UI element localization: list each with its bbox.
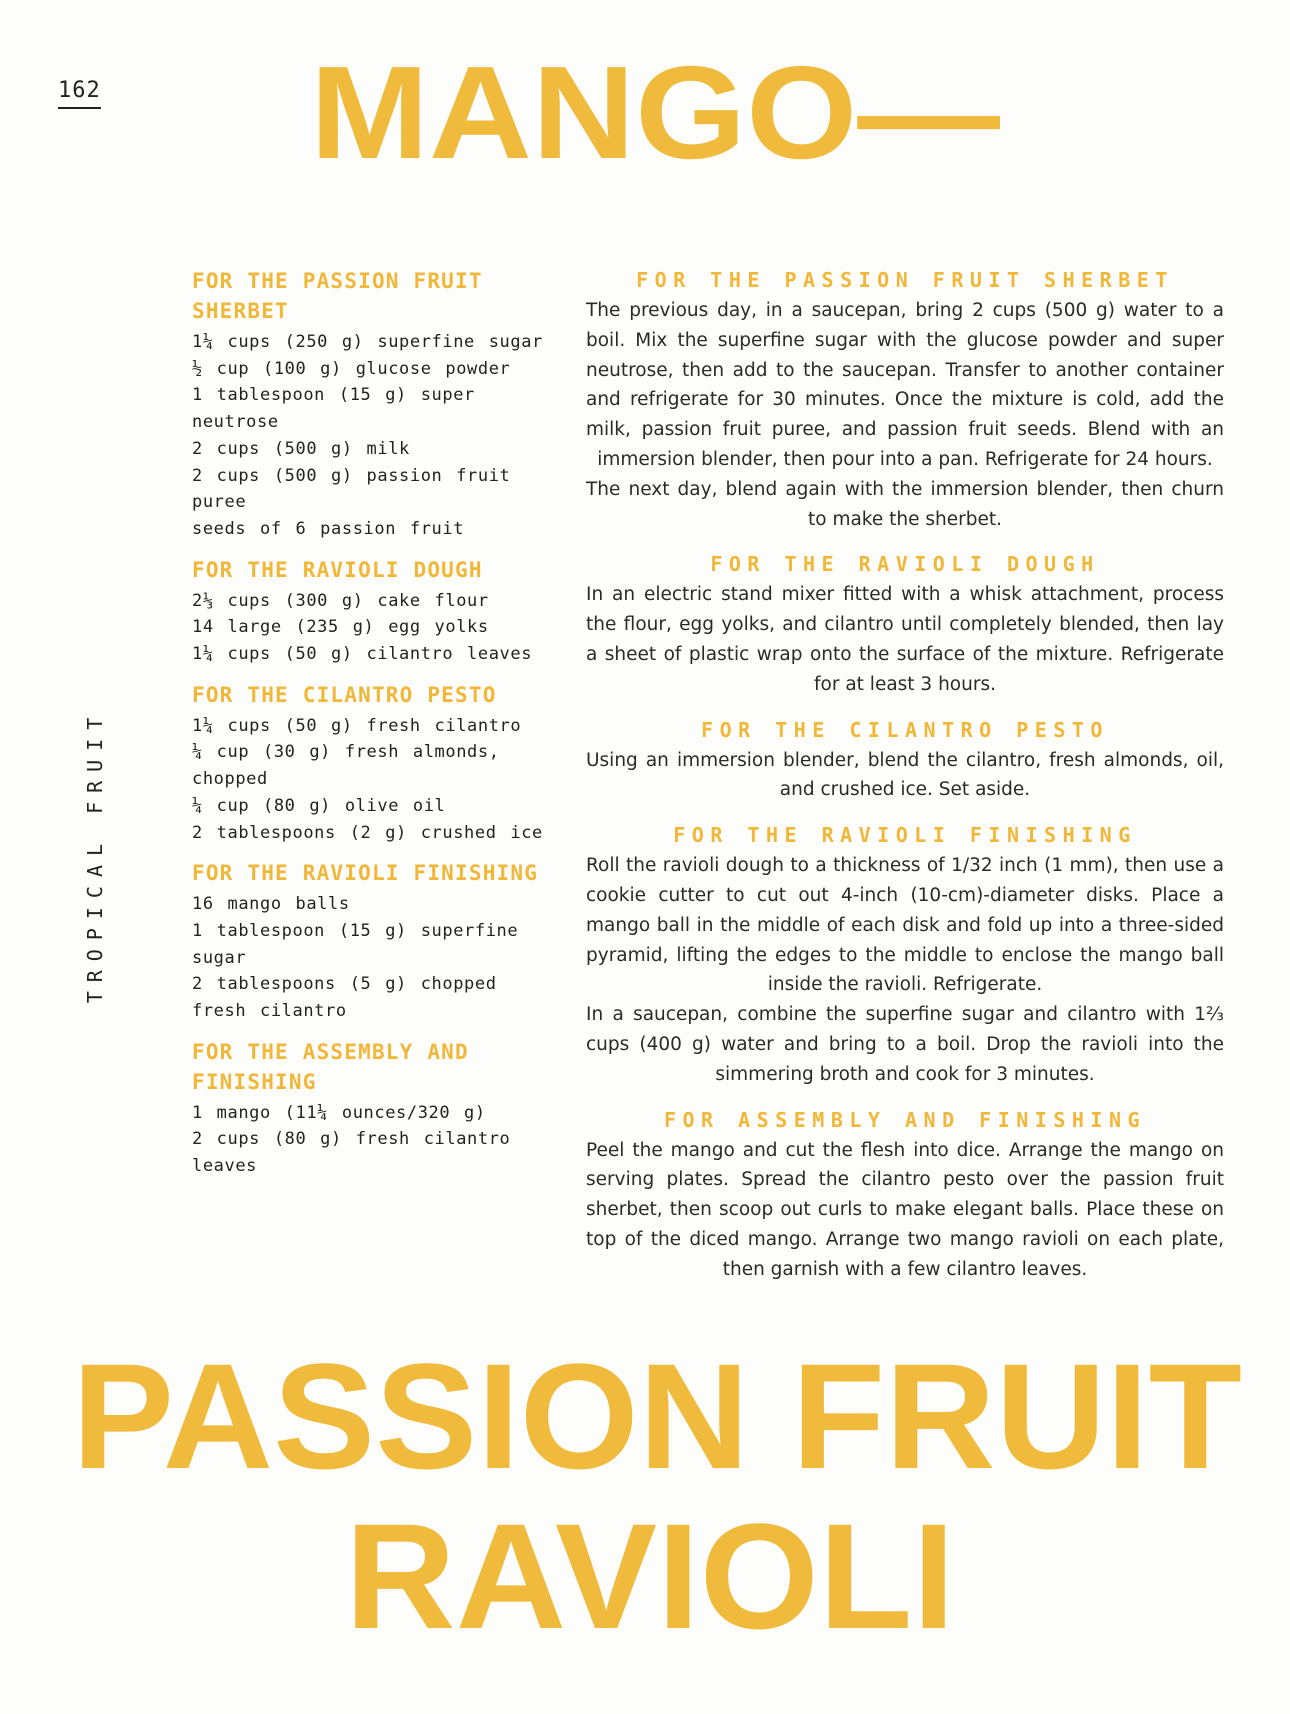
- ingredient-item: seeds of 6 passion fruit: [192, 518, 465, 539]
- title-top-text: MANGO—: [310, 39, 1000, 180]
- method-section: [586, 821, 1224, 1089]
- ingredients-section: [192, 680, 552, 847]
- title-top: [0, 0, 1290, 180]
- title-bottom: [0, 1330, 1290, 1650]
- method-paragraph: Using an immersion blender, blend the cilantro, fresh almonds, oil, and crushed ice. Set aside.: [586, 749, 1224, 801]
- ingredient-item: ½ cup (100 g) glucose powder: [192, 358, 511, 379]
- ingredient-item: 1¼ cups (250 g) superfine sugar: [192, 332, 543, 352]
- ingredient-item: 2 cups (80 g) fresh cilantro leaves: [192, 1129, 511, 1177]
- title-bottom-line1: PASSION FRUIT: [72, 1332, 1242, 1500]
- method-section: [586, 550, 1224, 699]
- ingredient-item: 14 large (235 g) egg yolks: [192, 617, 489, 638]
- ingredient-list: [192, 1100, 552, 1180]
- ingredients-heading: FOR THE CILANTRO PESTO: [192, 682, 497, 707]
- ingredients-section: [192, 266, 552, 543]
- ingredients-section: [192, 1037, 552, 1180]
- method-paragraph: In a saucepan, combine the superfine sugar and cilantro with 1⅔ cups (400 g) water and bring to a boil. Drop the ravioli into the simmering broth and cook for 3 minutes.: [586, 1004, 1224, 1085]
- ingredients-heading: FOR THE RAVIOLI FINISHING: [192, 861, 539, 886]
- title-bottom-line2: RAVIOLI: [345, 1492, 955, 1650]
- ingredient-list: [192, 588, 552, 668]
- ingredients-column: [192, 266, 552, 1192]
- method-section: [586, 266, 1224, 534]
- method-paragraph: Roll the ravioli dough to a thickness of 1/32 inch (1 mm), then use a cookie cutter to cut out 4-inch (10-cm)-diameter disks. Place a mango ball in the middle of each disk and fold up into a three-sided pyramid, lifting the edges to the middle to enclose the mango ball inside the ravioli. Refrigerate.: [586, 855, 1224, 996]
- method-heading: FOR THE PASSION FRUIT SHERBET: [636, 268, 1174, 292]
- method-heading: FOR THE RAVIOLI DOUGH: [710, 552, 1100, 577]
- ingredients-section: [192, 858, 552, 1025]
- ingredient-item: 1 tablespoon (15 g) super neutrose: [192, 385, 475, 433]
- ingredients-section: [192, 555, 552, 668]
- ingredient-item: 1 tablespoon (15 g) superfine sugar: [192, 920, 519, 968]
- method-column: [586, 266, 1224, 1301]
- ingredient-item: 2 tablespoons (2 g) crushed ice: [192, 822, 543, 843]
- method-heading: FOR THE RAVIOLI FINISHING: [673, 823, 1137, 848]
- ingredient-item: ¼ cup (30 g) fresh almonds, chopped: [192, 742, 500, 790]
- method-section: [586, 1106, 1224, 1285]
- ingredient-list: [192, 891, 552, 1025]
- method-paragraph: Peel the mango and cut the flesh into dice. Arrange the mango on serving plates. Spread the cilantro pesto over the passion fruit sherbet, then scoop out curls to make elegant balls. Place these on top of the diced mango. Arrange two mango ravioli on each plate, then garnish with a few cilantro leaves.: [586, 1139, 1224, 1280]
- ingredient-item: 2 cups (500 g) passion fruit puree: [192, 465, 511, 513]
- method-heading: FOR THE CILANTRO PESTO: [701, 717, 1109, 742]
- page-number: 162: [58, 78, 101, 109]
- method-paragraph: The next day, blend again with the immersion blender, then churn to make the sherbet.: [586, 478, 1224, 530]
- ingredient-item: 1¼ cups (50 g) cilantro leaves: [192, 644, 533, 665]
- ingredients-heading: FOR THE ASSEMBLY AND FINISHING: [192, 1039, 469, 1094]
- ingredient-list: [192, 713, 552, 847]
- ingredient-item: 2⅓ cups (300 g) cake flour: [192, 590, 489, 611]
- method-heading: FOR ASSEMBLY AND FINISHING: [663, 1107, 1147, 1132]
- ingredient-item: 16 mango balls: [192, 894, 350, 915]
- ingredient-item: ¼ cup (80 g) olive oil: [192, 795, 446, 816]
- ingredient-item: 1¼ cups (50 g) fresh cilantro: [192, 715, 522, 736]
- ingredient-item: 2 cups (500 g) milk: [192, 438, 410, 459]
- ingredient-item: 2 tablespoons (5 g) chopped fresh cilantro: [192, 974, 497, 1022]
- ingredients-heading: FOR THE PASSION FRUIT SHERBET: [192, 269, 483, 323]
- ingredient-item: 1 mango (11¼ ounces/320 g): [192, 1102, 486, 1123]
- method-section: [586, 716, 1224, 806]
- section-side-label: TROPICAL FRUIT: [83, 708, 107, 1004]
- ingredients-heading: FOR THE RAVIOLI DOUGH: [192, 557, 483, 582]
- method-paragraph: The previous day, in a saucepan, bring 2 cups (500 g) water to a boil. Mix the superfine sugar with the glucose powder and super neutrose, then add to the saucepan. Transfer to another container and refrigerate for 30 minutes. Once the mixture is cold, add the milk, passion fruit puree, and passion fruit seeds. Blend with an immersion blender, then pour into a pan. Refrigerate for 24 hours.: [586, 300, 1224, 470]
- method-paragraph: In an electric stand mixer fitted with a whisk attachment, process the flour, egg yolks, and cilantro until completely blended, then lay a sheet of plastic wrap onto the surface of the mixture. Refrigerate for at least 3 hours.: [586, 584, 1224, 695]
- ingredient-list: [192, 329, 552, 543]
